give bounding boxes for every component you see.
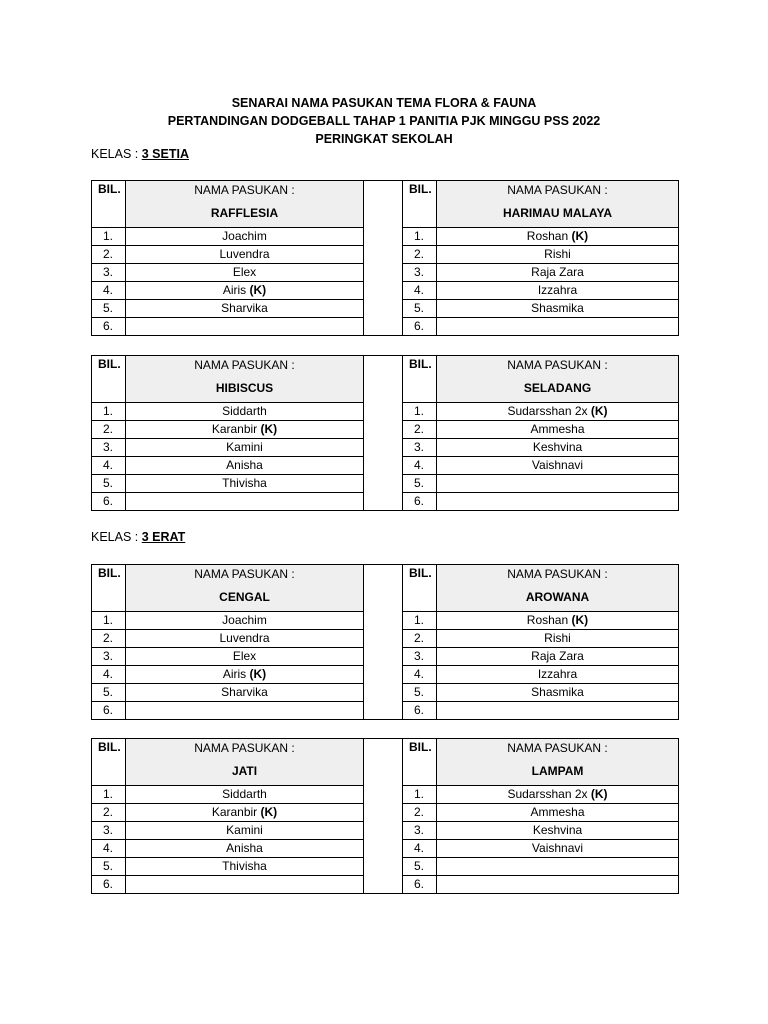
captain-mark: (K) [571,229,589,243]
row-number: 3. [403,439,437,457]
captain-mark: (K) [571,613,589,627]
row-number: 4. [403,282,437,300]
member-name: Anisha [226,841,263,855]
row-number: 3. [403,264,437,282]
row-number: 6. [92,318,126,336]
member-cell [126,630,364,648]
member-name: Keshvina [532,823,583,837]
bil-header: BIL. [403,356,437,403]
class-heading-2 [91,530,185,544]
member-cell [126,300,364,318]
member-cell [437,822,679,840]
member-name: Karanbir [211,422,258,436]
member-cell [126,403,364,421]
captain-mark: (K) [260,805,278,819]
member-name: Sharvika [221,685,268,699]
member-name: Shasmika [531,685,584,699]
member-cell [126,702,364,720]
row-number: 2. [403,246,437,264]
team-pair-table [91,738,679,894]
row-number: 5. [92,684,126,702]
row-number: 1. [403,612,437,630]
table-spacer [364,181,403,336]
bil-header: BIL. [92,181,126,228]
member-cell [437,666,679,684]
row-number: 6. [403,493,437,511]
member-cell [126,822,364,840]
team-pair-table [91,564,679,720]
member-name: Izzahra [537,667,578,681]
member-cell [126,493,364,511]
member-name: Keshvina [532,440,583,454]
team-name: SELADANG [523,381,592,395]
member-name: Izzahra [537,283,578,297]
bil-header: BIL. [403,181,437,228]
member-name: Joachim [222,229,267,243]
member-name: Vaishnavi [531,841,584,855]
member-name: Airis [222,667,247,681]
team-name: LAMPAM [531,764,584,778]
row-number: 4. [403,840,437,858]
member-cell [437,457,679,475]
member-cell [437,318,679,336]
member-cell [437,876,679,894]
class-label: KELAS : [91,530,142,544]
member-cell [437,648,679,666]
team-header-left [126,181,364,228]
member-name: Anisha [226,458,263,472]
member-name: Elex [232,649,257,663]
nama-pasukan-label: NAMA PASUKAN : [507,183,608,197]
member-name: Siddarth [222,787,267,801]
member-cell [126,457,364,475]
member-name: Airis [222,283,247,297]
member-cell [437,493,679,511]
member-cell [437,858,679,876]
member-name: Ammesha [530,422,585,436]
member-cell [126,684,364,702]
row-number: 5. [403,475,437,493]
member-cell [126,318,364,336]
member-name: Roshan [526,613,569,627]
member-cell [126,840,364,858]
row-number: 6. [92,702,126,720]
member-cell [126,228,364,246]
member-cell [437,840,679,858]
member-cell [437,804,679,822]
row-number: 1. [92,403,126,421]
row-number: 6. [403,702,437,720]
captain-mark: (K) [260,422,278,436]
document-title-line-1: SENARAI NAMA PASUKAN TEMA FLORA & FAUNA [231,96,537,110]
member-name: Kamini [226,823,263,837]
table-spacer [364,739,403,894]
member-cell [437,421,679,439]
row-number: 2. [92,804,126,822]
row-number: 2. [403,630,437,648]
row-number: 5. [92,858,126,876]
row-number: 2. [92,246,126,264]
class-name: 3 ERAT [141,530,186,544]
team-name: AROWANA [525,590,590,604]
member-name: Siddarth [222,404,267,418]
captain-mark: (K) [249,667,267,681]
member-cell [126,246,364,264]
bil-header: BIL. [92,356,126,403]
row-number: 5. [403,300,437,318]
team-header-left [126,356,364,403]
row-number: 1. [403,228,437,246]
member-cell [437,630,679,648]
row-number: 3. [92,822,126,840]
team-name: RAFFLESIA [210,206,279,220]
member-cell [437,702,679,720]
member-name: Thivisha [222,859,267,873]
row-number: 5. [92,300,126,318]
row-number: 5. [403,858,437,876]
row-number: 4. [403,666,437,684]
member-name: Roshan [526,229,569,243]
team-pair-table [91,180,679,336]
member-cell [437,439,679,457]
row-number: 4. [92,840,126,858]
member-cell [126,804,364,822]
team-pair-table [91,355,679,511]
member-cell [437,612,679,630]
member-name: Sudarsshan 2x [507,787,588,801]
captain-mark: (K) [590,404,608,418]
nama-pasukan-label: NAMA PASUKAN : [194,567,295,581]
member-cell [126,666,364,684]
team-header-left [126,739,364,786]
member-name: Karanbir [211,805,258,819]
row-number: 1. [403,786,437,804]
row-number: 6. [403,318,437,336]
member-cell [437,264,679,282]
member-cell [437,786,679,804]
class-name: 3 SETIA [141,147,189,161]
member-name: Luvendra [219,247,270,261]
member-cell [437,475,679,493]
row-number: 4. [92,282,126,300]
team-name: HARIMAU MALAYA [502,206,613,220]
document-title-line-2: PERTANDINGAN DODGEBALL TAHAP 1 PANITIA PJK MINGGU PSS 2022 [167,114,601,128]
member-cell [126,876,364,894]
row-number: 5. [403,684,437,702]
bil-header: BIL. [92,565,126,612]
nama-pasukan-label: NAMA PASUKAN : [194,358,295,372]
member-cell [126,786,364,804]
member-name: Sharvika [221,301,268,315]
class-heading-1 [91,147,189,161]
nama-pasukan-label: NAMA PASUKAN : [507,567,608,581]
captain-mark: (K) [249,283,267,297]
nama-pasukan-label: NAMA PASUKAN : [507,741,608,755]
row-number: 6. [92,876,126,894]
row-number: 6. [92,493,126,511]
member-name: Thivisha [222,476,267,490]
member-cell [437,282,679,300]
bil-header: BIL. [92,739,126,786]
member-cell [437,228,679,246]
member-name: Rishi [544,247,571,261]
row-number: 1. [92,786,126,804]
team-name: HIBISCUS [215,381,274,395]
member-name: Sudarsshan 2x [507,404,588,418]
member-name: Raja Zara [531,265,584,279]
member-name: Raja Zara [531,649,584,663]
row-number: 2. [403,804,437,822]
team-header-right [437,356,679,403]
class-label: KELAS : [91,147,142,161]
row-number: 1. [92,228,126,246]
member-cell [126,648,364,666]
row-number: 1. [92,612,126,630]
row-number: 2. [92,421,126,439]
team-header-right [437,565,679,612]
bil-header: BIL. [403,565,437,612]
nama-pasukan-label: NAMA PASUKAN : [507,358,608,372]
row-number: 4. [403,457,437,475]
member-cell [437,246,679,264]
member-cell [437,684,679,702]
member-cell [126,612,364,630]
nama-pasukan-label: NAMA PASUKAN : [194,183,295,197]
row-number: 3. [92,648,126,666]
member-cell [126,475,364,493]
member-cell [126,858,364,876]
document-title-line-3: PERINGKAT SEKOLAH [315,132,453,146]
row-number: 4. [92,666,126,684]
bil-header: BIL. [403,739,437,786]
nama-pasukan-label: NAMA PASUKAN : [194,741,295,755]
row-number: 3. [403,648,437,666]
member-name: Ammesha [530,805,585,819]
team-name: JATI [231,764,258,778]
team-header-right [437,181,679,228]
table-spacer [364,356,403,511]
member-name: Luvendra [219,631,270,645]
captain-mark: (K) [590,787,608,801]
member-cell [126,421,364,439]
row-number: 3. [92,439,126,457]
row-number: 4. [92,457,126,475]
member-name: Kamini [226,440,263,454]
row-number: 1. [403,403,437,421]
row-number: 2. [403,421,437,439]
row-number: 5. [92,475,126,493]
member-cell [437,403,679,421]
member-name: Vaishnavi [531,458,584,472]
row-number: 3. [403,822,437,840]
member-name: Elex [232,265,257,279]
row-number: 2. [92,630,126,648]
member-cell [126,264,364,282]
member-cell [126,282,364,300]
member-name: Joachim [222,613,267,627]
team-name: CENGAL [219,590,270,604]
member-cell [126,439,364,457]
table-spacer [364,565,403,720]
member-cell [437,300,679,318]
member-name: Shasmika [531,301,584,315]
member-name: Rishi [544,631,571,645]
team-header-right [437,739,679,786]
row-number: 3. [92,264,126,282]
team-header-left [126,565,364,612]
row-number: 6. [403,876,437,894]
